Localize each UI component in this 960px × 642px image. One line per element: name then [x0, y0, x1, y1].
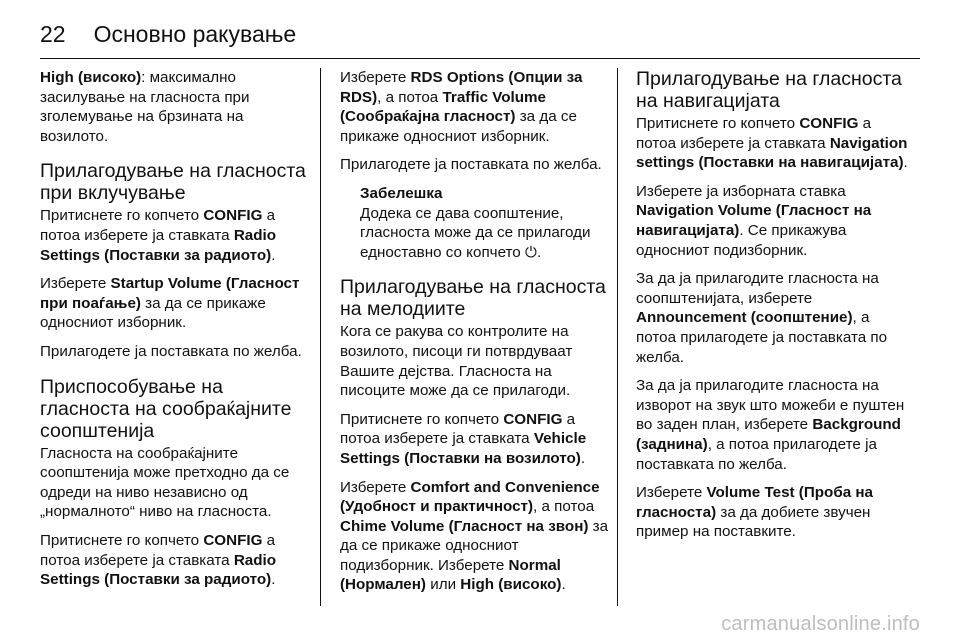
paragraph	[636, 182, 908, 260]
text: Притиснете го копчето	[636, 115, 800, 132]
paragraph: Гласноста на сообраќајните соопштенија може претходно да се одреди на ниво независно од „нормалното“ ниво на гласноста.	[40, 444, 290, 521]
text: .	[271, 571, 276, 589]
paragraph	[40, 68, 310, 146]
page-title: Основно ракување	[93, 20, 297, 47]
menu-item-name: High (високо)	[460, 576, 562, 594]
text: за да се прикаже односниот изборник.	[340, 108, 577, 145]
menu-item-name: Normal (Нормален)	[340, 556, 561, 594]
button-name: CONFIG	[203, 207, 263, 225]
text: Притиснете го копчето	[40, 207, 204, 225]
paragraph: Прилагодете ја поставката по желба.	[340, 156, 602, 174]
term: High (високо)	[40, 69, 142, 86]
paragraph	[40, 206, 310, 265]
text: Притиснете го копчето	[40, 531, 204, 549]
text: За да ја прилагодите гласноста на соопштенијата, изберете	[636, 270, 879, 307]
column-2	[340, 68, 610, 604]
paragraph: Прилагодете ја поставката по желба.	[40, 342, 302, 360]
menu-item-name: Navigation settings (Поставки на навигацијата)	[636, 134, 908, 172]
text: Изберете	[636, 484, 707, 502]
text: .	[271, 246, 276, 264]
paragraph	[636, 376, 908, 474]
paragraph	[340, 478, 610, 596]
text: , а потоа	[533, 498, 595, 516]
text: , а потоа прилагодете ја поставката по желба.	[636, 309, 888, 366]
note-title: Забелешка	[360, 184, 443, 202]
text: Притиснете го копчето	[340, 410, 504, 428]
menu-item-name: Radio Settings (Поставки за радиото)	[40, 226, 277, 264]
text: : максимално засилување на гласноста при зголемување на брзината на возилото.	[40, 69, 250, 145]
page-header	[40, 14, 296, 54]
column-divider	[617, 68, 618, 606]
header-rule	[40, 58, 920, 59]
column-divider	[320, 68, 321, 606]
column-3	[636, 68, 908, 551]
paragraph: Кога се ракува со контролите на возилото, писоци ги потврдуваат Вашите дејства. Гласноста на писоците може да се прилагоди.	[340, 323, 573, 400]
menu-item-name: Radio Settings (Поставки за радиото)	[40, 551, 277, 589]
watermark: carmanualsonline.info	[721, 613, 920, 635]
text: Изберете	[40, 275, 111, 293]
menu-item-name: Vehicle Settings (Поставки на возилото)	[340, 430, 587, 467]
paragraph	[636, 269, 908, 367]
text: .	[580, 449, 586, 467]
paragraph	[340, 68, 610, 146]
paragraph	[636, 483, 908, 542]
column-1	[40, 68, 310, 599]
text: а потоа изберете ја ставката	[636, 115, 872, 152]
section-heading: Приспособување на гласноста на сообраќајните соопштенија	[40, 375, 292, 442]
button-name: CONFIG	[503, 410, 563, 428]
menu-item-name: Traffic Volume (Сообраќајна гласност)	[340, 88, 546, 126]
section-heading: Прилагодување на гласноста при вклучување	[40, 160, 306, 205]
text: .	[903, 154, 908, 172]
text: .	[561, 576, 566, 594]
menu-item-name: Chime Volume (Гласност на звон)	[340, 517, 589, 535]
section-heading: Прилагодување на гласноста на мелодиите	[340, 276, 606, 321]
text: за да се прикаже односниот изборник.	[40, 294, 266, 332]
menu-item-name: Background (заднина)	[636, 416, 901, 453]
text: , а потоа	[377, 88, 443, 106]
text: , а потоа прилагодете ја поставката по желба.	[636, 435, 877, 473]
paragraph	[40, 531, 310, 590]
section-heading: Прилагодување на гласноста на навигацијата	[636, 68, 902, 112]
paragraph	[40, 274, 310, 333]
menu-item-name: Navigation Volume (Гласност на навигацијата)	[636, 202, 872, 239]
paragraph	[340, 410, 610, 469]
menu-item-name: RDS Options (Опции за RDS)	[340, 69, 583, 106]
button-name: CONFIG	[799, 115, 859, 132]
note-box	[360, 184, 610, 262]
menu-item-name: Startup Volume (Гласност при поаѓање)	[40, 275, 300, 312]
page-number: 22	[40, 20, 66, 47]
note-text: Додека се дава соопштение, гласноста може да се прилагоди едноставно со копчето ⏻.	[360, 204, 591, 261]
button-name: CONFIG	[203, 531, 263, 549]
text: а потоа изберете ја ставката	[40, 207, 276, 244]
text: Изберете ја изборната ставка	[636, 182, 846, 200]
text: а потоа изберете ја ставката	[340, 410, 576, 448]
text: . Се прикажува односниот подизборник.	[636, 221, 847, 259]
text: за да се прикаже односниот подизборник. Изберете	[340, 517, 609, 574]
text: Изберете	[340, 478, 411, 496]
menu-item-name: Comfort and Convenience (Удобност и практичност)	[340, 478, 600, 516]
text: за да добиете звучен пример на поставките.	[636, 503, 871, 541]
text: Изберете	[340, 69, 411, 86]
menu-item-name: Volume Test (Проба на гласноста)	[636, 484, 873, 521]
paragraph	[636, 114, 908, 173]
menu-item-name: Announcement (соопштение)	[636, 309, 853, 327]
text: или	[426, 576, 461, 594]
text: За да ја прилагодите гласноста на изворот на звук што можеби е пуштен во заден план, изберете	[636, 377, 905, 434]
text: а потоа изберете ја ставката	[40, 531, 276, 569]
